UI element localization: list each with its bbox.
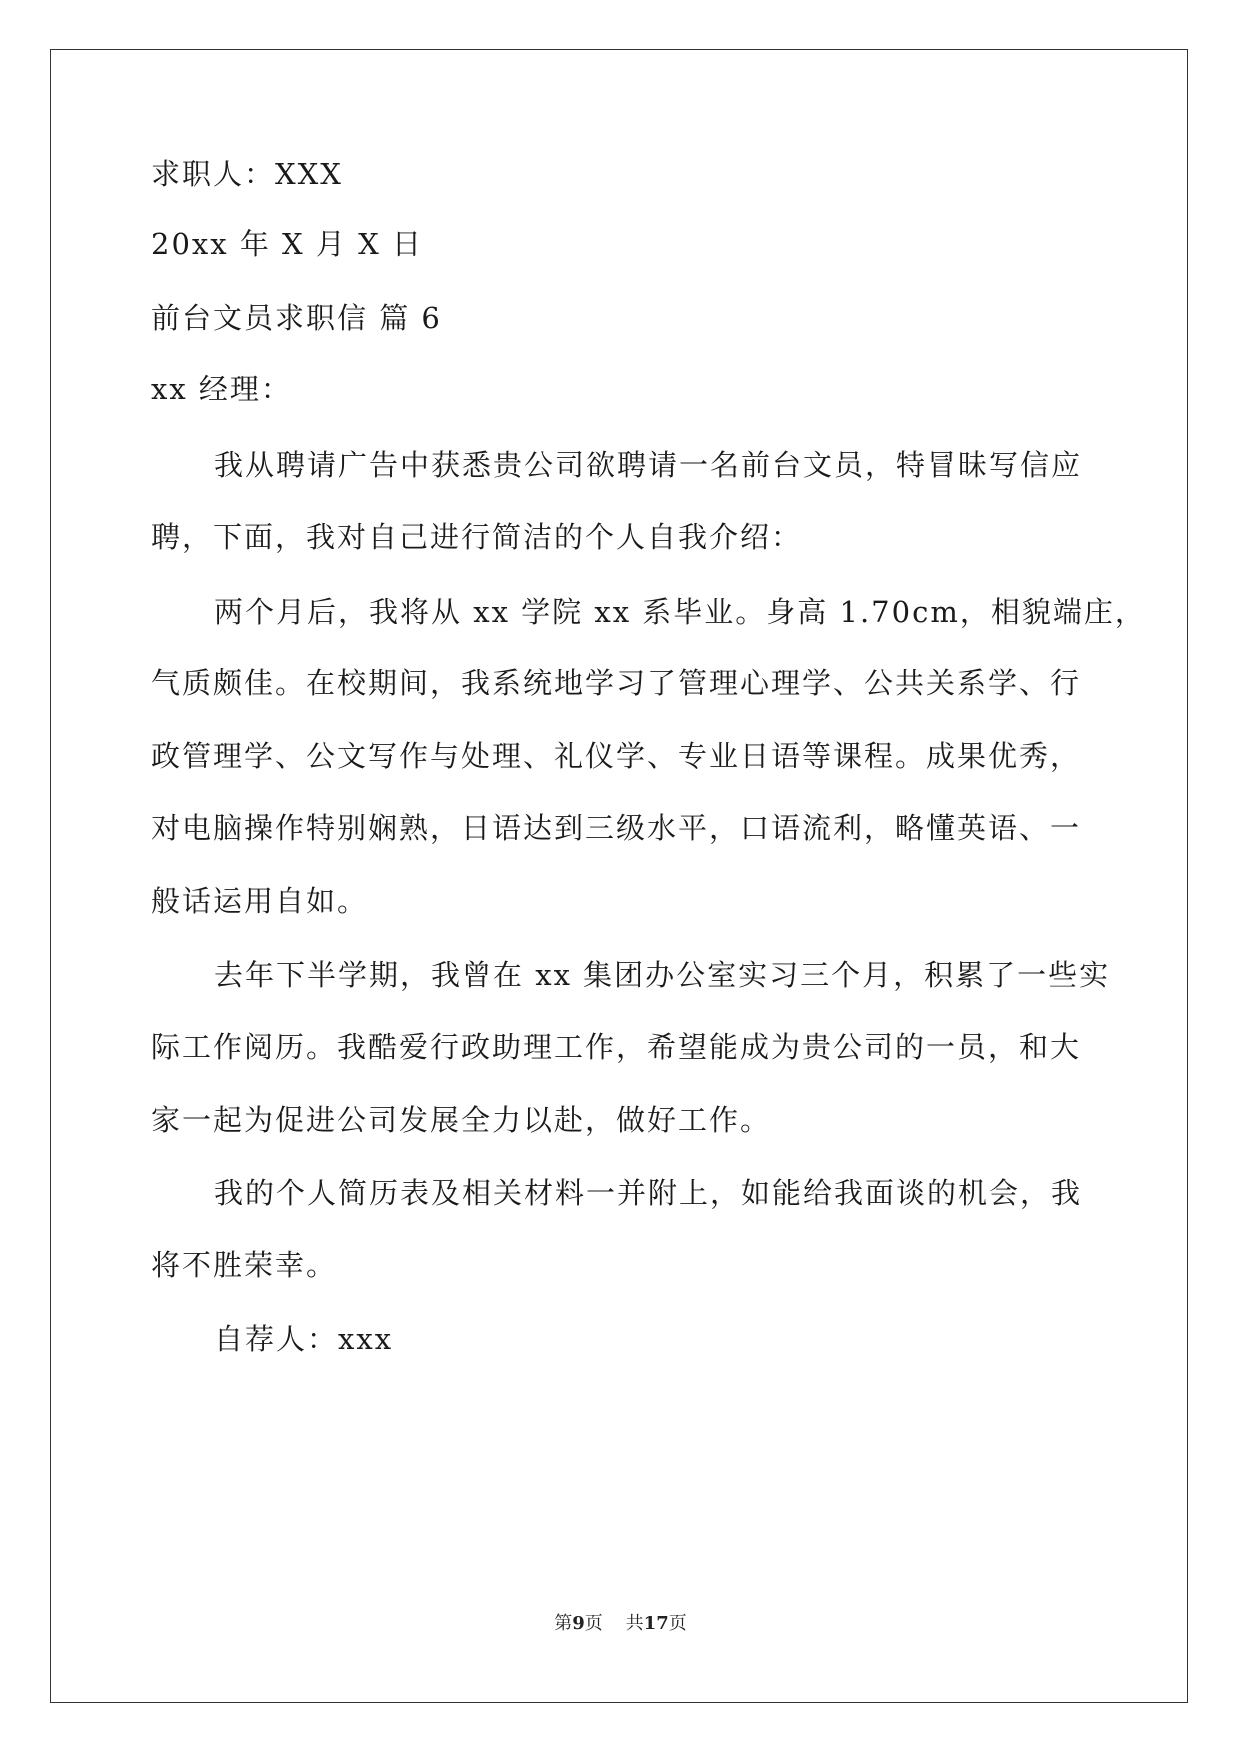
- paragraph-1-line-2: 聘，下面，我对自己进行简洁的个人自我介绍：: [151, 520, 803, 554]
- paragraph-2-line-4: 对电脑操作特别娴熟，日语达到三级水平，口语流利，略懂英语、一: [151, 811, 1082, 845]
- paragraph-3-line-3: 家一起为促进公司发展全力以赴，做好工作。: [151, 1103, 772, 1137]
- paragraph-4-line-1: 我的个人简历表及相关材料一并附上，如能给我面谈的机会，我: [214, 1176, 1083, 1210]
- paragraph-1-line-1: 我从聘请广告中获悉贵公司欲聘请一名前台文员，特冒昧写信应: [214, 448, 1083, 482]
- page-number: 9: [572, 1613, 585, 1634]
- paragraph-2-line-2: 气质颇佳。在校期间，我系统地学习了管理心理学、公共关系学、行: [151, 666, 1082, 700]
- applicant-signature: 求职人：XXX: [151, 157, 343, 191]
- paragraph-3-line-2: 际工作阅历。我酷爱行政助理工作，希望能成为贵公司的一员，和大: [151, 1030, 1082, 1064]
- paragraph-4-line-2: 将不胜荣幸。: [151, 1248, 338, 1282]
- section-heading: 前台文员求职信 篇 6: [151, 301, 442, 335]
- paragraph-3-line-1: 去年下半学期，我曾在 xx 集团办公室实习三个月，积累了一些实: [214, 958, 1111, 992]
- date-line: 20xx 年 X 月 X 日: [151, 227, 423, 261]
- paragraph-2-line-5: 般话运用自如。: [151, 884, 369, 918]
- salutation: xx 经理：: [151, 372, 292, 406]
- page-footer: [0, 1612, 1241, 1636]
- page-prefix: 第: [554, 1613, 573, 1634]
- paragraph-2-line-1: 两个月后，我将从 xx 学院 xx 系毕业。身高 1.70cm，相貌端庄，: [214, 595, 1146, 629]
- page-suffix: 页: [584, 1613, 603, 1634]
- total-prefix: 共: [625, 1613, 644, 1634]
- paragraph-2-line-3: 政管理学、公文写作与处理、礼仪学、专业日语等课程。成果优秀，: [151, 739, 1082, 773]
- total-suffix: 页: [668, 1613, 687, 1634]
- referrer-signature: 自荐人：xxx: [214, 1322, 394, 1356]
- total-pages: 17: [643, 1613, 669, 1634]
